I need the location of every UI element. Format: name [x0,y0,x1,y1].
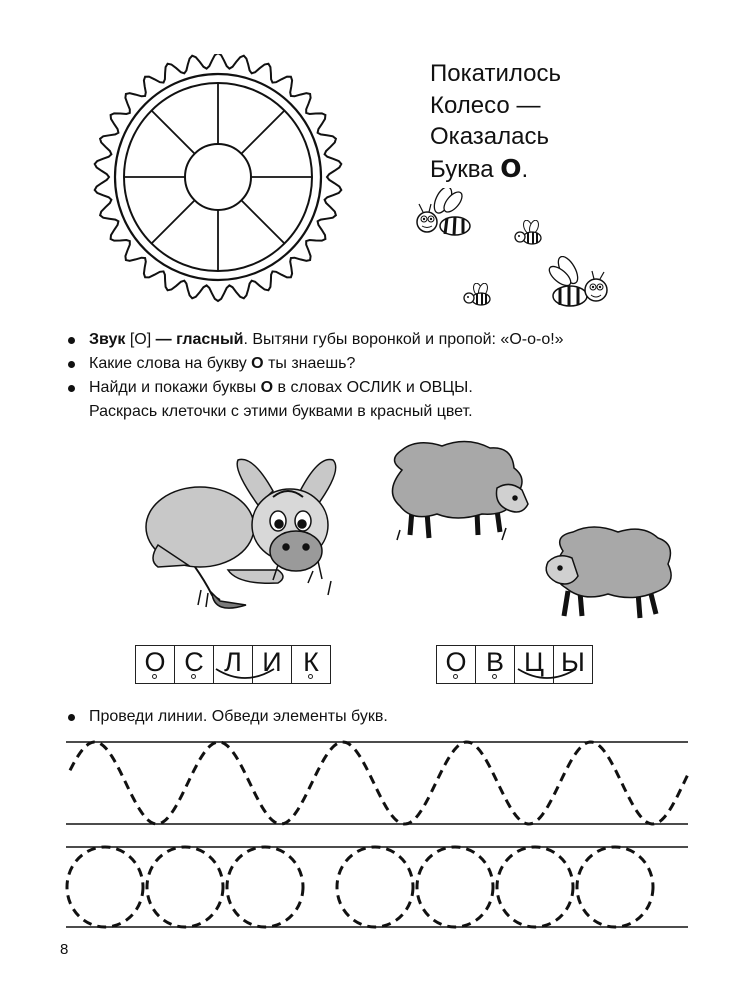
sheep-icon [538,526,678,626]
bold-text: Звук [89,331,126,348]
sheep-icon [382,440,532,555]
letter-cell[interactable] [437,646,476,683]
cell-letter: О [445,647,467,677]
cell-letter: В [485,647,504,677]
poem-line: Колесо — [430,91,541,119]
cell-letter: И [262,647,282,677]
text: . Вытяни губы воронкой и пропой: «О-о-о!» [243,331,564,348]
exercise-instruction [66,705,706,729]
cell-letter: Ы [561,647,585,677]
vowel-dot [191,674,196,679]
tracing-area [0,730,741,930]
bee-icon [462,283,496,309]
poem [430,58,561,185]
text: ты знаешь? [263,355,356,372]
poem-period: . [521,155,529,183]
letter-cell[interactable] [292,646,330,683]
poem-letter: О [500,153,522,183]
cell-letter: О [144,647,166,677]
letter-cell[interactable] [476,646,515,683]
cell-letter: С [184,647,204,677]
letter-cell[interactable] [175,646,214,683]
poem-text: Буква [430,155,501,183]
poem-line: Оказалась [430,123,549,150]
text: Найди и покажи буквы [89,379,261,396]
instructions [66,328,706,424]
sound-bracket: [О] [129,331,152,348]
donkey-icon [138,455,348,620]
bullet-item [66,376,706,400]
tracing-oval [577,847,653,927]
bullet-item [66,328,706,352]
syllable-arc [212,665,278,685]
tracing-oval [67,847,143,927]
letter-cell[interactable] [136,646,175,683]
text: Какие слова на букву [89,355,252,372]
cell-letter: К [303,647,319,677]
bee-icon [512,220,548,248]
bold-letter: О [260,379,274,396]
tracing-oval [337,847,413,927]
poem-line [430,153,561,186]
page-number: 8 [60,941,69,958]
tracing-oval [227,847,303,927]
bold-letter: О [251,355,264,372]
syllable-arc [514,665,580,685]
poem-line: Покатилось [430,60,561,87]
bee-icon [405,188,477,246]
vowel-dot [492,674,497,679]
text: в словах ОСЛИК и ОВЦЫ. [273,379,473,396]
tracing-oval [497,847,573,927]
bullet-continuation: Раскрась клеточки с этими буквами в красный цвет. [89,403,473,420]
vowel-dot [453,674,458,679]
tracing-oval [417,847,493,927]
cell-letter: Ц [524,647,544,677]
bullet-item [66,352,706,376]
vowel-dot [308,674,313,679]
bullet-item: Проведи линии. Обведи элементы букв. [66,705,706,729]
vowel-dot [152,674,157,679]
tracing-oval [147,847,223,927]
cell-letter: Л [224,647,242,677]
bee-icon [538,256,618,316]
wheel-icon [68,54,368,354]
bold-text: — гласный [155,331,244,348]
